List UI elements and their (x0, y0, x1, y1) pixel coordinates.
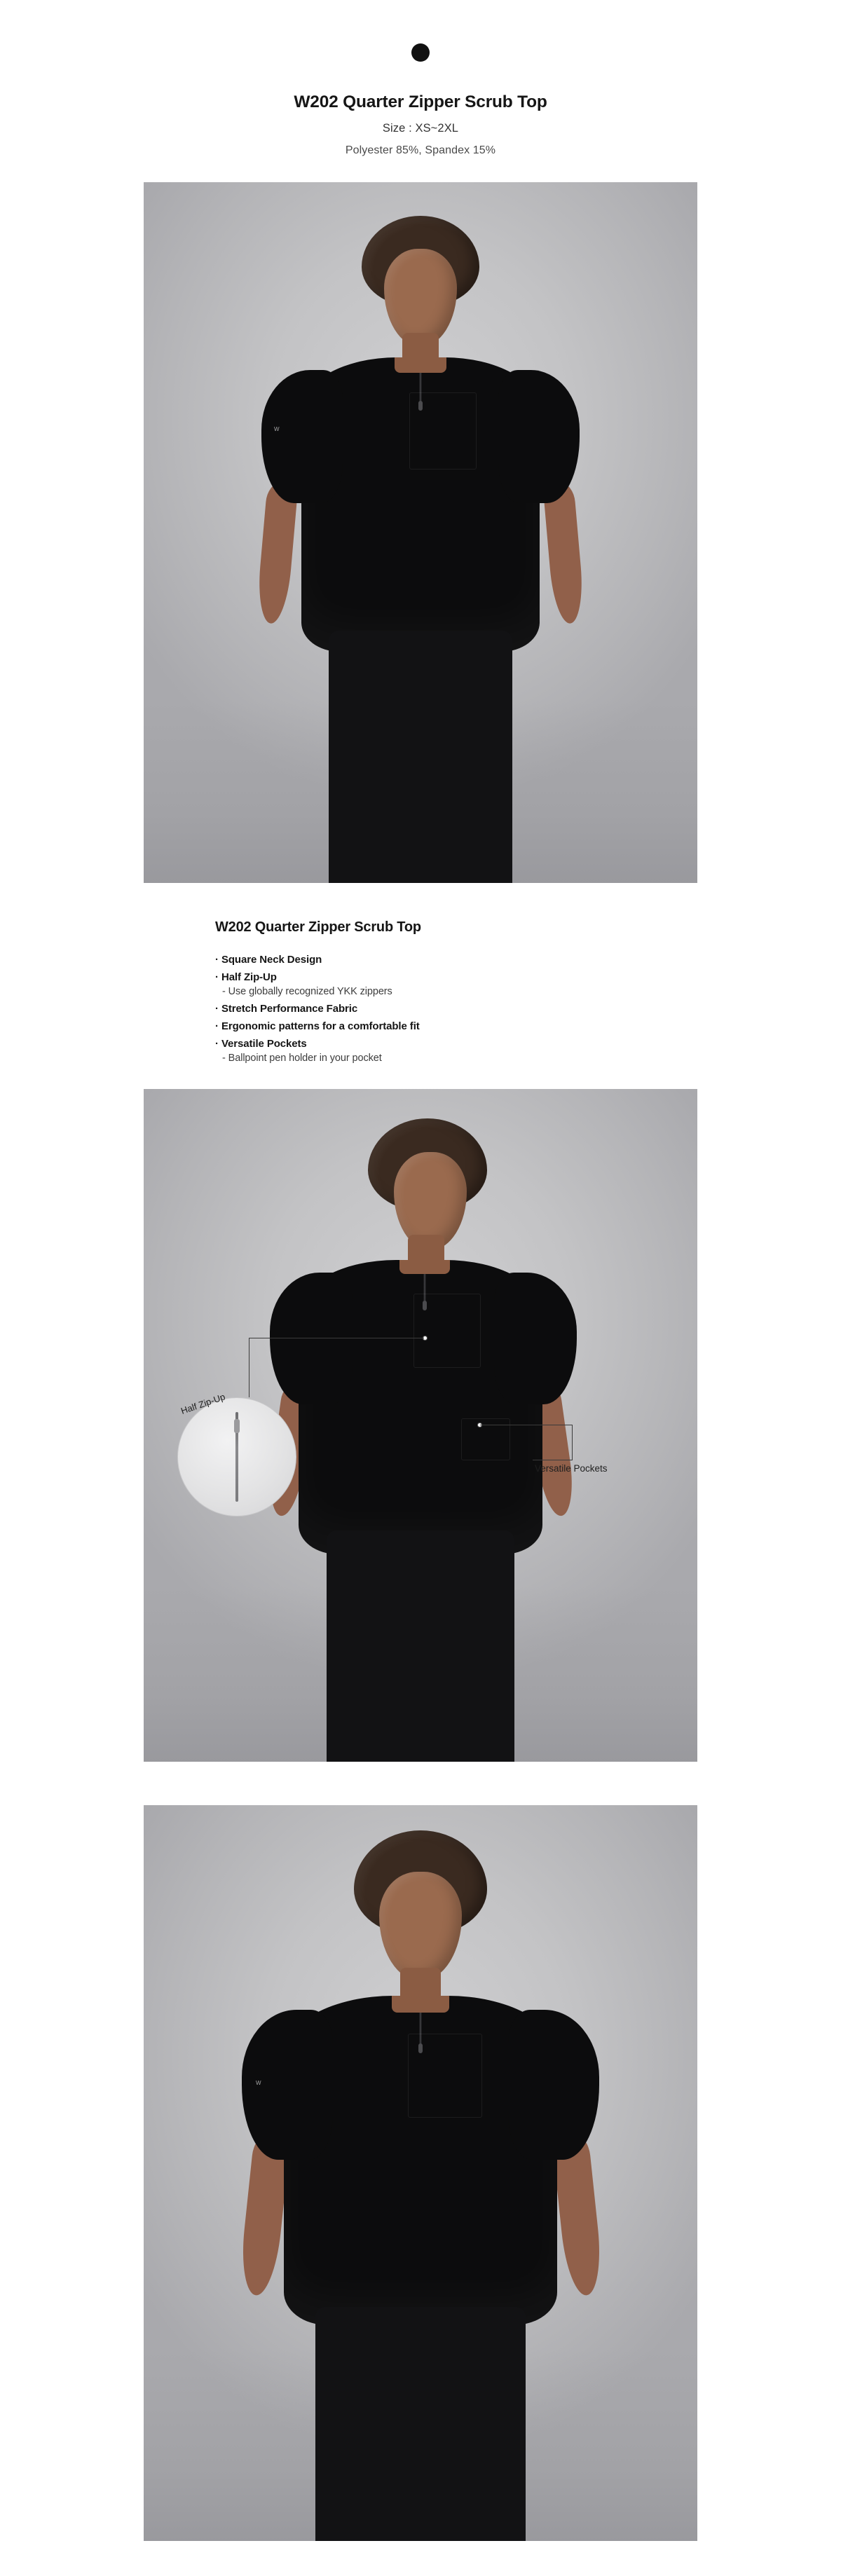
model-face (379, 1872, 462, 1981)
model-pants (327, 1530, 514, 1762)
zipper-zoom-detail (235, 1412, 238, 1502)
fabric-composition: Polyester 85%, Spandex 15% (345, 144, 496, 156)
callout-label-pockets: Versatile Pockets (535, 1463, 608, 1474)
garment-right-sleeve (494, 1273, 577, 1404)
feature-list-section (144, 919, 697, 1064)
garment-chest-pocket (408, 2034, 482, 2118)
garment-square-neckline (392, 1996, 449, 2013)
model-pants (315, 2307, 526, 2541)
feature-sub-text: - Ballpoint pen holder in your pocket (222, 1053, 382, 1064)
list-item (215, 1003, 697, 1015)
zipper-zoom-circle (177, 1397, 296, 1516)
page-bottom-spacer (0, 2541, 841, 2576)
product-photo-features (144, 1089, 697, 1762)
feature-main-text: · Stretch Performance Fabric (215, 1003, 358, 1015)
list-item (215, 1038, 697, 1064)
model-face (384, 249, 457, 347)
garment-left-sleeve (261, 370, 343, 503)
page-title: W202 Quarter Zipper Scrub Top (294, 93, 547, 111)
feature-main-text: · Versatile Pockets (215, 1038, 307, 1050)
garment-chest-pocket (409, 392, 477, 470)
feature-main-text: · Square Neck Design (215, 954, 322, 966)
feature-sub-text: - Use globally recognized YKK zippers (222, 986, 392, 997)
page-header (0, 93, 841, 157)
model-figure (144, 182, 697, 883)
black-dot-logo-icon (411, 43, 430, 62)
model-pants (329, 631, 512, 883)
feature-main-text: · Ergonomic patterns for a comfortable fit (215, 1020, 420, 1032)
callout-line-pocket-vertical (572, 1425, 573, 1460)
garment-brand-tag: W (274, 426, 280, 432)
size-range: Size : XS~2XL (382, 122, 459, 135)
garment-chest-pocket (413, 1294, 481, 1368)
garment-brand-tag: W (256, 2080, 261, 2086)
garment-left-sleeve (270, 1273, 353, 1404)
feature-main-text: · Half Zip-Up (215, 971, 277, 983)
model-figure (144, 1805, 697, 2541)
product-photo-closeup (144, 1805, 697, 2541)
brand-logo (0, 0, 841, 62)
model-left-arm (255, 482, 298, 624)
garment-right-sleeve (508, 2010, 599, 2160)
list-item (215, 971, 697, 997)
model-right-arm (542, 482, 585, 624)
feature-list-title: W202 Quarter Zipper Scrub Top (215, 919, 421, 935)
garment-right-sleeve (498, 370, 580, 503)
list-item (215, 1020, 697, 1032)
list-item (215, 954, 697, 966)
feature-list (215, 954, 697, 1064)
product-photo-front (144, 182, 697, 883)
zipper-zoom-caption: Half Zip-Up (179, 1391, 227, 1416)
garment-square-neckline (395, 357, 446, 373)
garment-square-neckline (399, 1260, 450, 1274)
